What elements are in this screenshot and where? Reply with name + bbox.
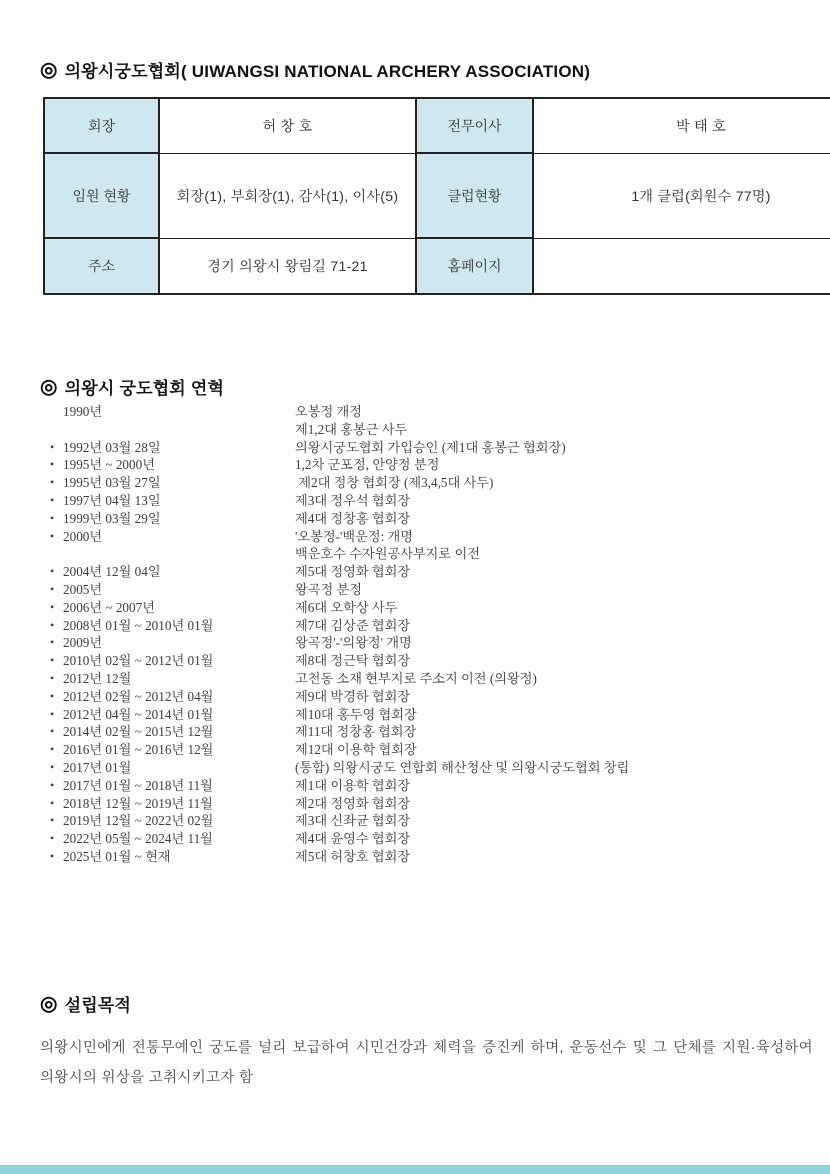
page-title — [40, 57, 590, 82]
history-description: 제12대 이용학 협회장 — [295, 742, 417, 758]
history-item — [50, 403, 810, 421]
bullet-icon — [50, 421, 63, 439]
history-description: 왕곡정 분정 — [295, 581, 362, 597]
value-cell-homepage — [533, 238, 830, 294]
history-description: 제4대 윤영수 협회장 — [295, 831, 411, 847]
header-cell-homepage: 홈페이지 — [416, 238, 533, 294]
bullet-icon: • — [50, 848, 55, 863]
history-description: 제11대 정창홍 협회장 — [295, 724, 417, 740]
history-item — [50, 795, 810, 813]
history-date: 2012년 04월 ~ 2014년 01월 — [63, 706, 214, 722]
header-cell-address: 주소 — [44, 238, 159, 294]
section-heading-history — [40, 374, 224, 399]
header-cell-chairman: 회장 — [44, 98, 159, 153]
history-date: 2008년 01월 ~ 2010년 01월 — [63, 617, 214, 633]
history-date: 1992년 03월 28일 — [63, 439, 161, 455]
bullet-icon: • — [50, 635, 55, 650]
section-heading-purpose — [40, 991, 131, 1016]
history-date — [63, 421, 295, 439]
history-description: 제4대 정창홍 협회장 — [295, 510, 411, 526]
bottom-accent-bar — [0, 1165, 830, 1174]
history-description: 제10대 홍두영 협회장 — [295, 706, 417, 722]
table-row — [44, 98, 830, 153]
history-item — [50, 599, 810, 617]
bullet-icon: • — [50, 777, 55, 792]
history-description: 백운호수 수자원공사부지로 이전 — [295, 546, 480, 562]
value-cell-clubs: 1개 클럽(회원수 77명) — [533, 153, 830, 238]
bullet-icon: • — [50, 599, 55, 614]
history-item — [50, 421, 810, 439]
history-date — [63, 545, 295, 563]
table-row — [44, 238, 830, 294]
history-date: 2006년 ~ 2007년 — [63, 599, 155, 615]
history-date: 2017년 01월 — [63, 759, 132, 775]
history-item — [50, 777, 810, 795]
bullet-icon: • — [50, 475, 55, 490]
history-description: 왕곡정'-'의왕정' 개명 — [295, 635, 412, 651]
history-description: 제6대 오학상 사두 — [295, 599, 398, 615]
bullet-icon: • — [50, 510, 55, 525]
history-item — [50, 492, 810, 510]
bullet-icon: • — [50, 564, 55, 579]
history-date: 2012년 02월 ~ 2012년 04월 — [63, 688, 214, 704]
history-description: 제2대 정창 협회장 (제3,4,5대 사두) — [295, 475, 494, 491]
history-item — [50, 812, 810, 830]
value-cell-executive-director: 박 태 호 — [533, 98, 830, 153]
history-date: 1995년 ~ 2000년 — [63, 457, 155, 473]
history-description: 제7대 김상준 협회장 — [295, 617, 411, 633]
history-item — [50, 741, 810, 759]
history-description: (통합) 의왕시궁도 연합회 해산청산 및 의왕시궁도협회 창립 — [295, 759, 630, 775]
history-item — [50, 759, 810, 777]
value-cell-officers: 회장(1), 부회장(1), 감사(1), 이사(5) — [159, 153, 416, 238]
double-circle-icon: ◎ — [40, 992, 58, 1015]
bullet-icon: • — [50, 617, 55, 632]
history-description: 제5대 허창호 협회장 — [295, 848, 411, 864]
history-item — [50, 563, 810, 581]
history-date: 2017년 01월 ~ 2018년 11월 — [63, 777, 213, 793]
double-circle-icon: ◎ — [40, 58, 58, 81]
bullet-icon: • — [50, 688, 55, 703]
history-date: 2016년 01월 ~ 2016년 12월 — [63, 742, 214, 758]
bullet-icon: • — [50, 528, 55, 543]
history-heading-text: 의왕시 궁도협회 연혁 — [64, 379, 225, 398]
history-date: 1995년 03월 27일 — [63, 475, 161, 491]
history-description: '오봉정-'백운정: 개명 — [295, 528, 414, 544]
double-circle-icon: ◎ — [40, 375, 58, 398]
bullet-icon: • — [50, 724, 55, 739]
header-cell-executive-director: 전무이사 — [416, 98, 533, 153]
bullet-icon: • — [50, 653, 55, 668]
history-description: 제9대 박경하 협회장 — [295, 688, 411, 704]
history-item — [50, 688, 810, 706]
purpose-paragraph: 의왕시민에게 전통무예인 궁도를 널리 보급하여 시민건강과 체력을 증진케 하며, 운동선수 및 그 단체를 지원·육성하여 의왕시의 위상을 고취시키고자 함 — [40, 1040, 813, 1086]
value-cell-address: 경기 의왕시 왕림길 71-21 — [159, 238, 416, 294]
history-date: 2005년 — [63, 581, 103, 597]
history-description: 제8대 정근탁 협회장 — [295, 653, 411, 669]
bullet-icon — [50, 545, 63, 563]
history-item — [50, 848, 810, 866]
bullet-icon: • — [50, 795, 55, 810]
history-list — [50, 403, 810, 866]
history-description: 1,2차 군포정, 안양정 분정 — [295, 457, 440, 473]
history-date: 2010년 02월 ~ 2012년 01월 — [63, 653, 214, 669]
bullet-icon: • — [50, 492, 55, 507]
bullet-icon: • — [50, 742, 55, 757]
history-date: 2022년 05월 ~ 2024년 11월 — [63, 831, 213, 847]
table-row — [44, 153, 830, 238]
history-item — [50, 545, 810, 563]
bullet-icon: • — [50, 813, 55, 828]
bullet-icon: • — [50, 831, 55, 846]
history-item — [50, 670, 810, 688]
history-item — [50, 617, 810, 635]
history-date: 1990년 — [63, 404, 103, 419]
history-item — [50, 510, 810, 528]
history-item — [50, 474, 810, 492]
history-item — [50, 723, 810, 741]
bullet-icon: • — [50, 670, 55, 685]
bullet-icon — [50, 403, 63, 421]
history-description: 제1대 이용학 협회장 — [295, 777, 411, 793]
bullet-icon: • — [50, 581, 55, 596]
history-date: 2009년 — [63, 635, 103, 651]
bullet-icon: • — [50, 706, 55, 721]
bullet-icon: • — [50, 759, 55, 774]
page-title-text: 의왕시궁도협회( UIWANGSI NATIONAL ARCHERY ASSOCIATION) — [64, 62, 591, 81]
history-date: 2004년 12월 04일 — [63, 564, 161, 580]
header-cell-officers: 임원 현황 — [44, 153, 159, 238]
history-description: 제1,2대 홍봉근 사두 — [295, 421, 408, 437]
history-date: 1999년 03월 29일 — [63, 510, 161, 526]
history-description: 제3대 정우석 협회장 — [295, 492, 411, 508]
history-description: 제2대 정영화 협회장 — [295, 795, 411, 811]
history-item — [50, 634, 810, 652]
history-description: 의왕시궁도협회 가입승인 (제1대 홍봉근 협회장) — [295, 439, 566, 455]
history-date: 2025년 01월 ~ 현재 — [63, 848, 171, 864]
history-item — [50, 830, 810, 848]
history-date: 1997년 04월 13일 — [63, 492, 161, 508]
history-date: 2018년 12월 ~ 2019년 11월 — [63, 795, 213, 811]
header-cell-clubs: 클럽현황 — [416, 153, 533, 238]
history-description: 제5대 정영화 협회장 — [295, 564, 411, 580]
history-description: 오봉정 개정 — [295, 404, 362, 419]
bullet-icon: • — [50, 457, 55, 472]
history-item — [50, 581, 810, 599]
history-description: 제3대 신좌균 협회장 — [295, 813, 411, 829]
purpose-heading-text: 설립목적 — [64, 996, 132, 1015]
history-item — [50, 706, 810, 724]
history-date: 2014년 02월 ~ 2015년 12월 — [63, 724, 214, 740]
history-item — [50, 652, 810, 670]
history-date: 2012년 12월 — [63, 670, 132, 686]
history-description: 고천동 소재 현부지로 주소지 이전 (의왕정) — [295, 670, 537, 686]
history-date: 2019년 12월 ~ 2022년 02월 — [63, 813, 214, 829]
history-item — [50, 528, 810, 546]
association-info-table — [43, 97, 830, 295]
history-item — [50, 439, 810, 457]
history-item — [50, 456, 810, 474]
value-cell-chairman: 허 창 호 — [159, 98, 416, 153]
history-date: 2000년 — [63, 528, 103, 544]
bullet-icon: • — [50, 439, 55, 454]
